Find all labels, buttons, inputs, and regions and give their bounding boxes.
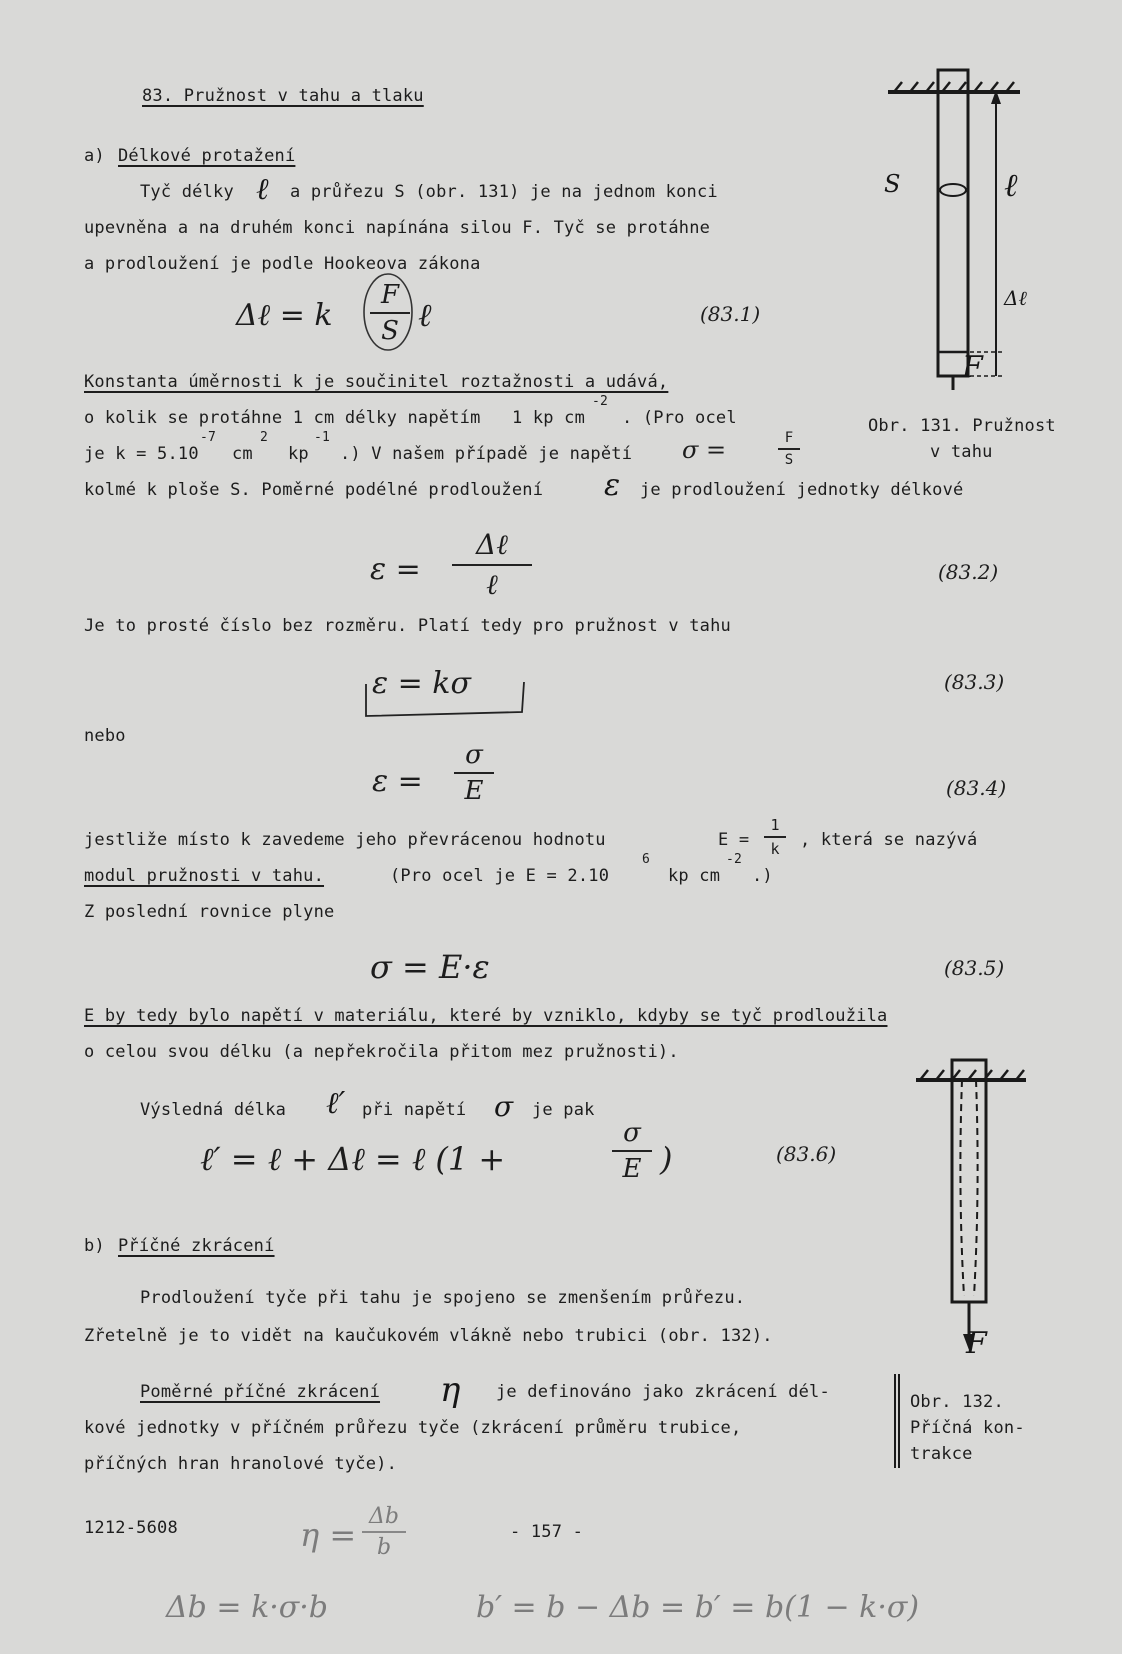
eq4-numerator: σ — [465, 740, 483, 770]
para-a6-b: při napětí — [362, 1100, 467, 1120]
para-a1-line1a: Tyč délky — [140, 182, 234, 202]
eq1-circle-mark — [358, 270, 418, 360]
para-a4-line2b: (Pro ocel je E = 2.10 — [390, 866, 610, 886]
eq4-fraction-bar — [454, 772, 494, 774]
eq5-number: (83.5) — [944, 956, 1005, 980]
para-a4-exp: 6 — [642, 852, 651, 867]
para-a2-line2c: . (Pro ocel — [622, 408, 737, 428]
para-a2-line3b: cm — [232, 444, 253, 464]
para-b1-line2: Zřetelně je to vidět na kaučukovém vlákně nebo trubici (obr. 132). — [84, 1326, 773, 1346]
para-a2-line3c: kp — [288, 444, 309, 464]
para-a4-E: E = — [718, 830, 750, 850]
fig132-margin-bar — [892, 1372, 902, 1472]
nebo-text: nebo — [84, 726, 126, 746]
section-title: 83. Pružnost v tahu a tlaku — [142, 86, 424, 106]
eq1-rhs: ℓ — [418, 296, 432, 334]
para-a5-line2: o celou svou délku (a nepřekročila přitom mez pružnosti). — [84, 1042, 679, 1062]
symbol-sigma: σ — [494, 1090, 514, 1123]
pencil-eta-den: b — [376, 1534, 392, 1560]
para-a4-line3: Z poslední rovnice plyne — [84, 902, 335, 922]
fig132-label-f: F — [966, 1326, 987, 1361]
sigma-fraction — [778, 430, 800, 468]
para-a2-sigma: σ = — [682, 436, 727, 464]
eq6-numerator: σ — [623, 1118, 641, 1148]
eq3-number: (83.3) — [944, 670, 1005, 694]
eq3: ε = kσ — [372, 666, 471, 701]
para-b2-line1a: Poměrné příčné zkrácení — [140, 1382, 381, 1402]
para-a6-a: Výsledná délka — [140, 1100, 287, 1120]
para-a1-line3: a prodloužení je podle Hookeova zákona — [84, 254, 481, 274]
fig132-caption-line3: trakce — [910, 1444, 973, 1464]
eq1-lhs: Δℓ = k — [236, 298, 333, 333]
para-a4-line2c: kp cm — [668, 866, 721, 886]
para-b1-line1: Prodloužení tyče při tahu je spojeno se zmenšením průřezu. — [140, 1288, 746, 1308]
para-a2-line1: Konstanta úměrnosti k je součinitel roztažnosti a udává, — [84, 372, 669, 392]
eq4-fraction — [454, 740, 494, 806]
fig131-label-s: S — [884, 170, 901, 198]
eq2-numerator: Δℓ — [476, 528, 508, 561]
e-fraction-bar — [764, 836, 786, 838]
para-a2-exp: -2 — [592, 394, 609, 409]
fig131-diagram — [880, 60, 1040, 390]
e-fraction-num: 1 — [770, 816, 780, 834]
symbol-epsilon: ε — [604, 468, 621, 503]
symbol-l-prime: ℓ′ — [326, 1086, 346, 1121]
eq4-denominator: E — [464, 776, 484, 806]
pencil-eta-num: Δb — [369, 1504, 399, 1529]
eq6-close: ) — [660, 1140, 673, 1178]
para-a5-line1: E by tedy bylo napětí v materiálu, které by vzniklo, kdyby se tyč prodloužila — [84, 1006, 888, 1026]
para-a4-line2d: .) — [752, 866, 773, 886]
fig131-label-dl: Δℓ — [1004, 286, 1027, 310]
eq1-numerator: F — [380, 280, 400, 310]
para-a2-line2b: 1 kp cm — [512, 408, 586, 428]
page-number: - 157 - — [510, 1522, 584, 1542]
eq2-number: (83.2) — [938, 560, 999, 584]
eq6-fraction-bar — [612, 1150, 652, 1152]
para-a2-exp2: 2 — [260, 430, 269, 445]
para-a2-line3d: .) V našem případě je napětí — [340, 444, 633, 464]
eq1-denominator: S — [381, 316, 399, 346]
fig132-caption-line2: Příčná kon- — [910, 1418, 1025, 1438]
symbol-length: ℓ — [256, 172, 269, 207]
para-a2-exp3: -1 — [314, 430, 331, 445]
para-a4-line1b: , která se nazývá — [800, 830, 978, 850]
para-a4-line1a: jestliže místo k zavedeme jeho převrácenou hodnotu — [84, 830, 606, 850]
eq2-lhs: ε = — [370, 552, 421, 587]
pencil-eta-fraction — [362, 1504, 406, 1560]
fig132-diagram — [910, 1050, 1030, 1350]
para-b2-line1b: je definováno jako zkrácení dél- — [496, 1382, 830, 1402]
part-b-heading: Příčné zkrácení — [118, 1236, 275, 1256]
para-a3: Je to prosté číslo bez rozměru. Platí tedy pro pružnost v tahu — [84, 616, 731, 636]
eq2-fraction-bar — [452, 564, 532, 566]
eq6-number: (83.6) — [776, 1142, 837, 1166]
para-a2-line3a: je k = 5.10 — [84, 444, 199, 464]
e-fraction-den: k — [770, 839, 780, 858]
eq4-number: (83.4) — [946, 776, 1007, 800]
para-a4-exp2: -2 — [726, 852, 743, 867]
eq1-number: (83.1) — [700, 302, 761, 326]
fig131-label-l: ℓ — [1004, 166, 1018, 204]
pencil-eta: η = — [300, 1516, 357, 1554]
document-code: 1212-5608 — [84, 1518, 178, 1538]
para-b2-line2: kové jednotky v příčném průřezu tyče (zkrácení průměru trubice, — [84, 1418, 742, 1438]
para-a1-line2: upevněna a na druhém konci napínána silou F. Tyč se protáhne — [84, 218, 711, 238]
fig131-caption-line2: v tahu — [930, 442, 993, 462]
para-a2-line4b: je prodloužení jednotky délkové — [640, 480, 964, 500]
para-a2-exp1: -7 — [200, 430, 217, 445]
para-b2-line3: příčných hran hranolové tyče). — [84, 1454, 398, 1474]
part-a-prefix: a) — [84, 146, 105, 166]
sigma-fraction-den: S — [784, 451, 794, 468]
para-a4-line2a: modul pružnosti v tahu. — [84, 866, 325, 886]
sigma-fraction-num: F — [784, 430, 794, 446]
fig132-caption-line1: Obr. 132. — [910, 1392, 1004, 1412]
pencil-eta-bar — [362, 1531, 406, 1533]
part-b-prefix: b) — [84, 1236, 105, 1256]
eq3-box-mark — [362, 680, 532, 722]
para-a1-line1b: a průřezu S (obr. 131) je na jednom konci — [290, 182, 718, 202]
eq2-denominator: ℓ — [486, 568, 498, 601]
fig131-label-f: F — [962, 350, 983, 385]
pencil-note-left: Δb = k·σ·b — [166, 1590, 329, 1625]
eq4-lhs: ε = — [372, 764, 423, 799]
eq2-fraction — [452, 528, 532, 602]
para-a2-line4a: kolmé k ploše S. Poměrné podélné prodloužení — [84, 480, 544, 500]
para-a6-c: je pak — [532, 1100, 595, 1120]
sigma-fraction-bar — [778, 448, 800, 450]
part-a-heading: Délkové protažení — [118, 146, 296, 166]
eq6-lhs: ℓ′ = ℓ + Δℓ = ℓ (1 + — [200, 1140, 506, 1178]
e-fraction — [764, 816, 786, 858]
para-a2-line2a: o kolik se protáhne 1 cm délky napětím — [84, 408, 481, 428]
eq6-denominator: E — [622, 1154, 642, 1184]
symbol-eta: η — [440, 1370, 461, 1410]
pencil-note-right: b′ = b − Δb = b′ = b(1 − k·σ) — [476, 1590, 920, 1625]
eq5: σ = E·ε — [370, 948, 490, 986]
fig131-caption-line1: Obr. 131. Pružnost — [868, 416, 1056, 436]
eq6-fraction — [612, 1118, 652, 1184]
